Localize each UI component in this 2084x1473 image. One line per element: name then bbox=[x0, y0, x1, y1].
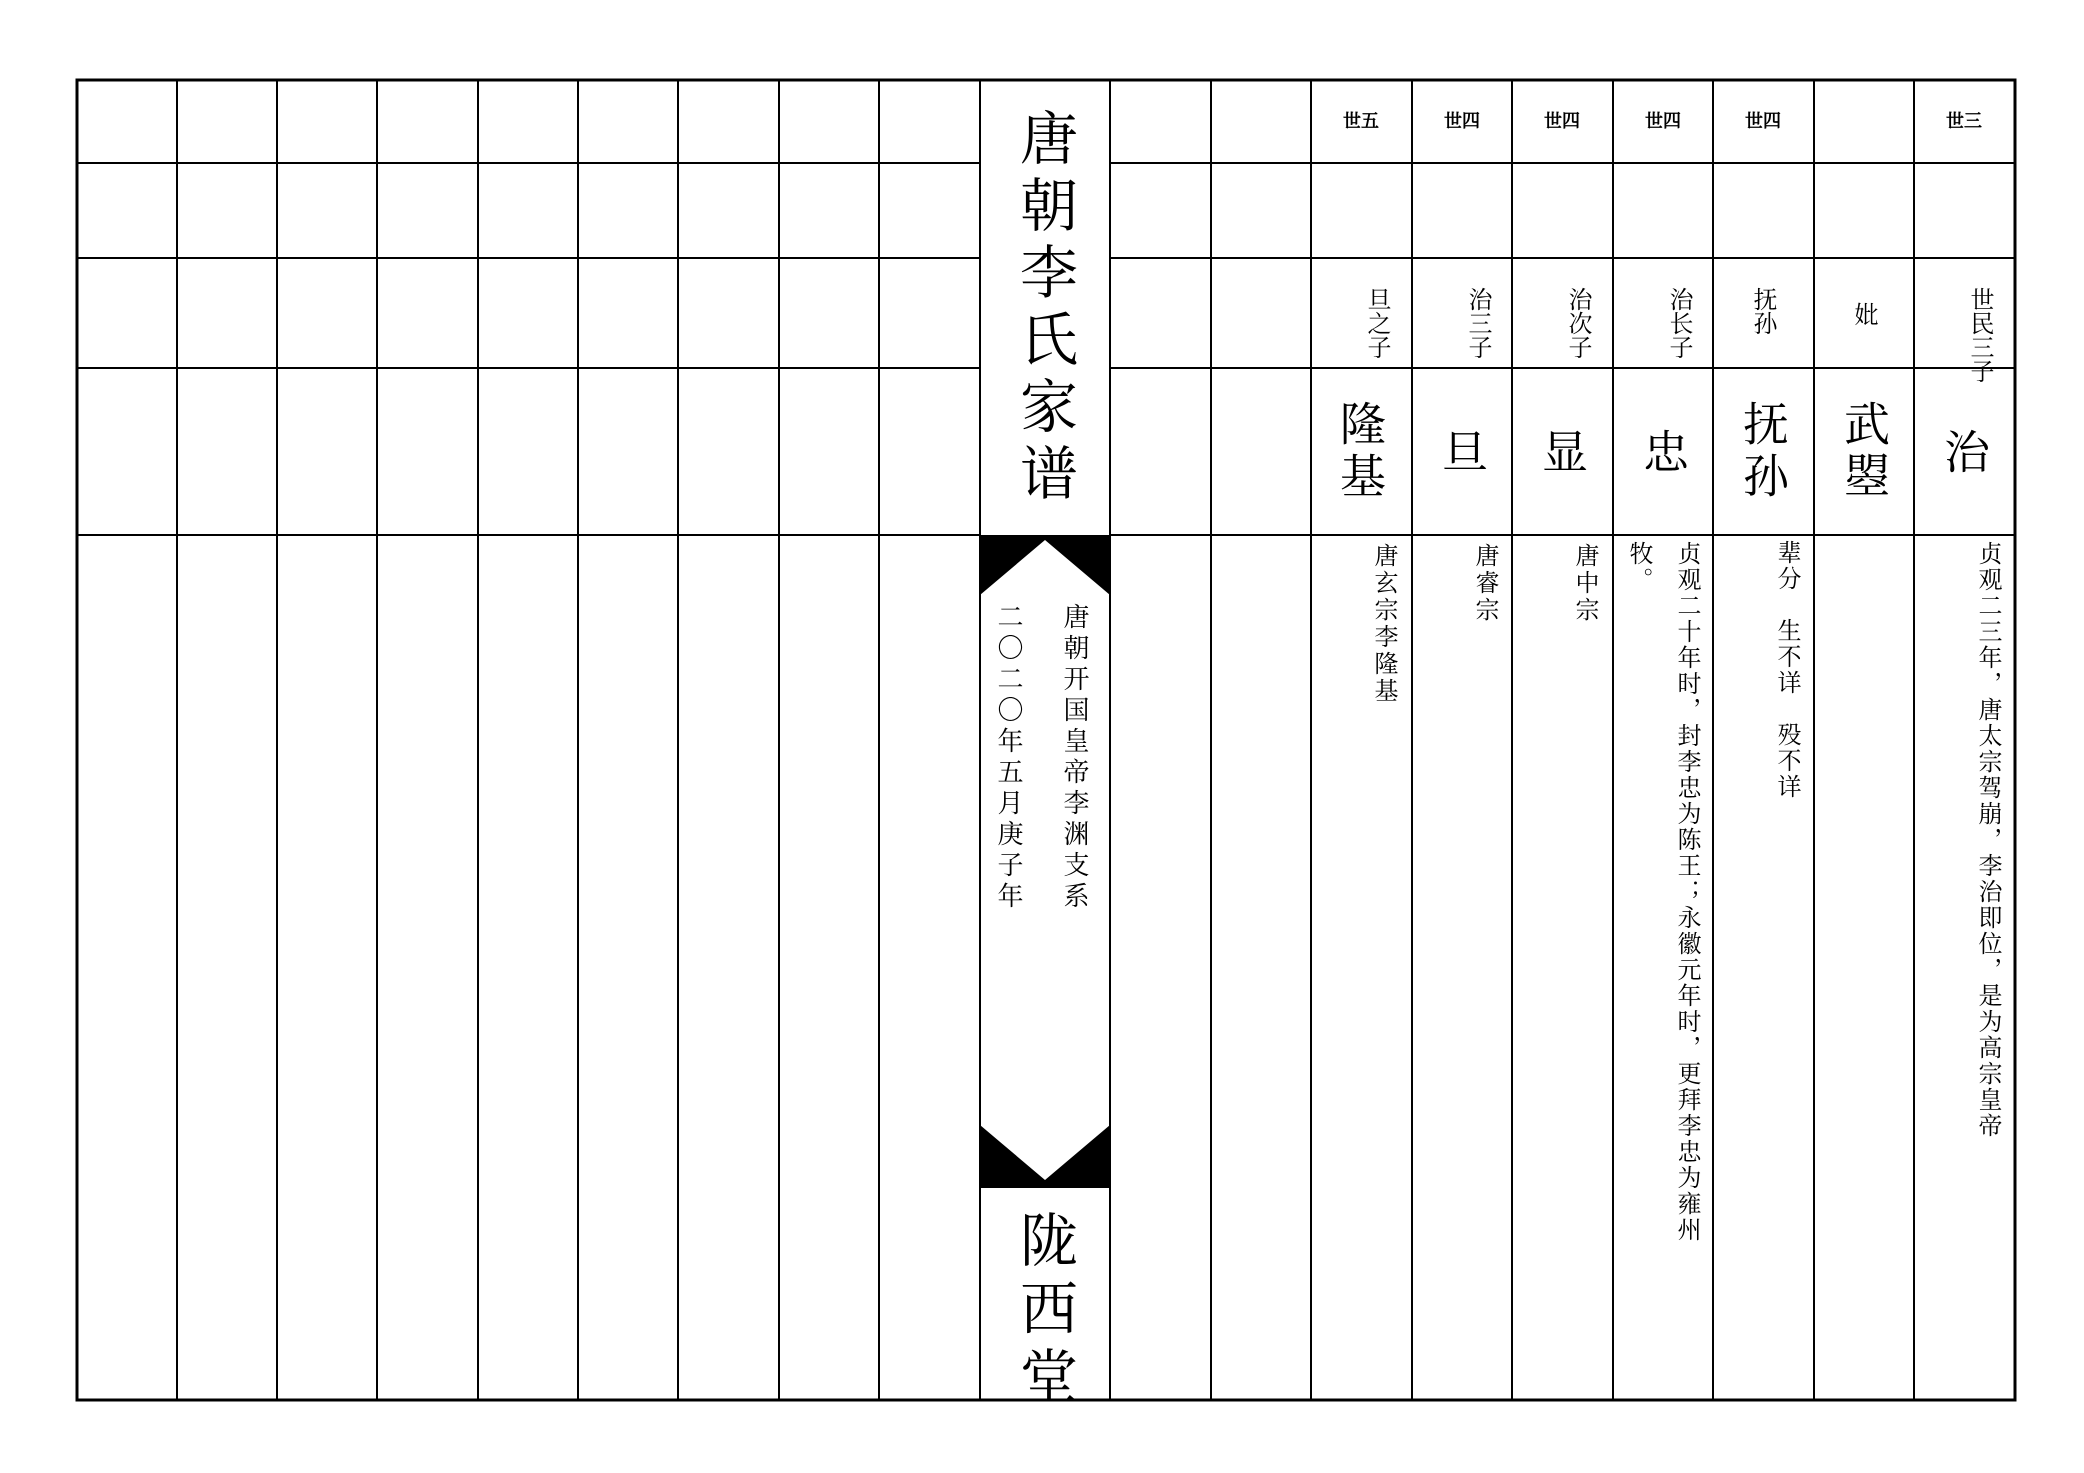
page-title: 唐朝李氏家谱 bbox=[1010, 108, 1078, 510]
generation-label: 世四 bbox=[1544, 111, 1580, 132]
generation-label: 世三 bbox=[1946, 111, 1982, 132]
hall-name: 陇西堂 bbox=[1010, 1210, 1078, 1414]
member-name: 旦 bbox=[1435, 428, 1489, 474]
member-note: 贞观二三年，唐太宗驾崩，李治即位，是为高宗皇帝 bbox=[1974, 541, 2002, 1139]
member-name: 治 bbox=[1937, 428, 1991, 474]
member-note: 贞观二十年时，封李忠为陈王；永徽元年时，更拜李忠为雍州 bbox=[1673, 541, 1701, 1243]
generation-label: 世四 bbox=[1444, 111, 1480, 132]
relation-text: 治长子 bbox=[1665, 287, 1693, 359]
relation-text: 治次子 bbox=[1564, 287, 1592, 359]
member-note-continued: 牧。 bbox=[1625, 541, 1653, 593]
member-name: 忠 bbox=[1636, 428, 1690, 474]
member-note: 唐睿宗 bbox=[1471, 543, 1499, 624]
member-name: 隆基 bbox=[1333, 400, 1387, 504]
relation-text: 世民三子 bbox=[1966, 287, 1994, 383]
relation-text: 妣 bbox=[1850, 302, 1878, 326]
spine-ornament-bottom bbox=[980, 1125, 1110, 1188]
generation-label: 世五 bbox=[1343, 111, 1379, 132]
member-name: 显 bbox=[1535, 428, 1589, 474]
relation-text: 治三子 bbox=[1464, 287, 1492, 359]
member-note: 唐玄宗李隆基 bbox=[1370, 543, 1398, 705]
member-note: 辈分 生不详 殁不详 bbox=[1773, 540, 1801, 800]
spine-ornament-top bbox=[980, 535, 1110, 595]
relation-text: 旦之子 bbox=[1363, 287, 1391, 359]
subtitle-line-2: 二〇二〇年五月庚子年 bbox=[993, 603, 1023, 913]
member-name: 抚孙 bbox=[1736, 400, 1790, 504]
relation-text: 抚孙 bbox=[1749, 287, 1777, 335]
generation-label: 世四 bbox=[1745, 111, 1781, 132]
generation-label: 世四 bbox=[1645, 111, 1681, 132]
member-name: 武曌 bbox=[1837, 400, 1891, 504]
subtitle-line-1: 唐朝开国皇帝李渊支系 bbox=[1059, 603, 1089, 913]
member-note: 唐中宗 bbox=[1571, 543, 1599, 624]
